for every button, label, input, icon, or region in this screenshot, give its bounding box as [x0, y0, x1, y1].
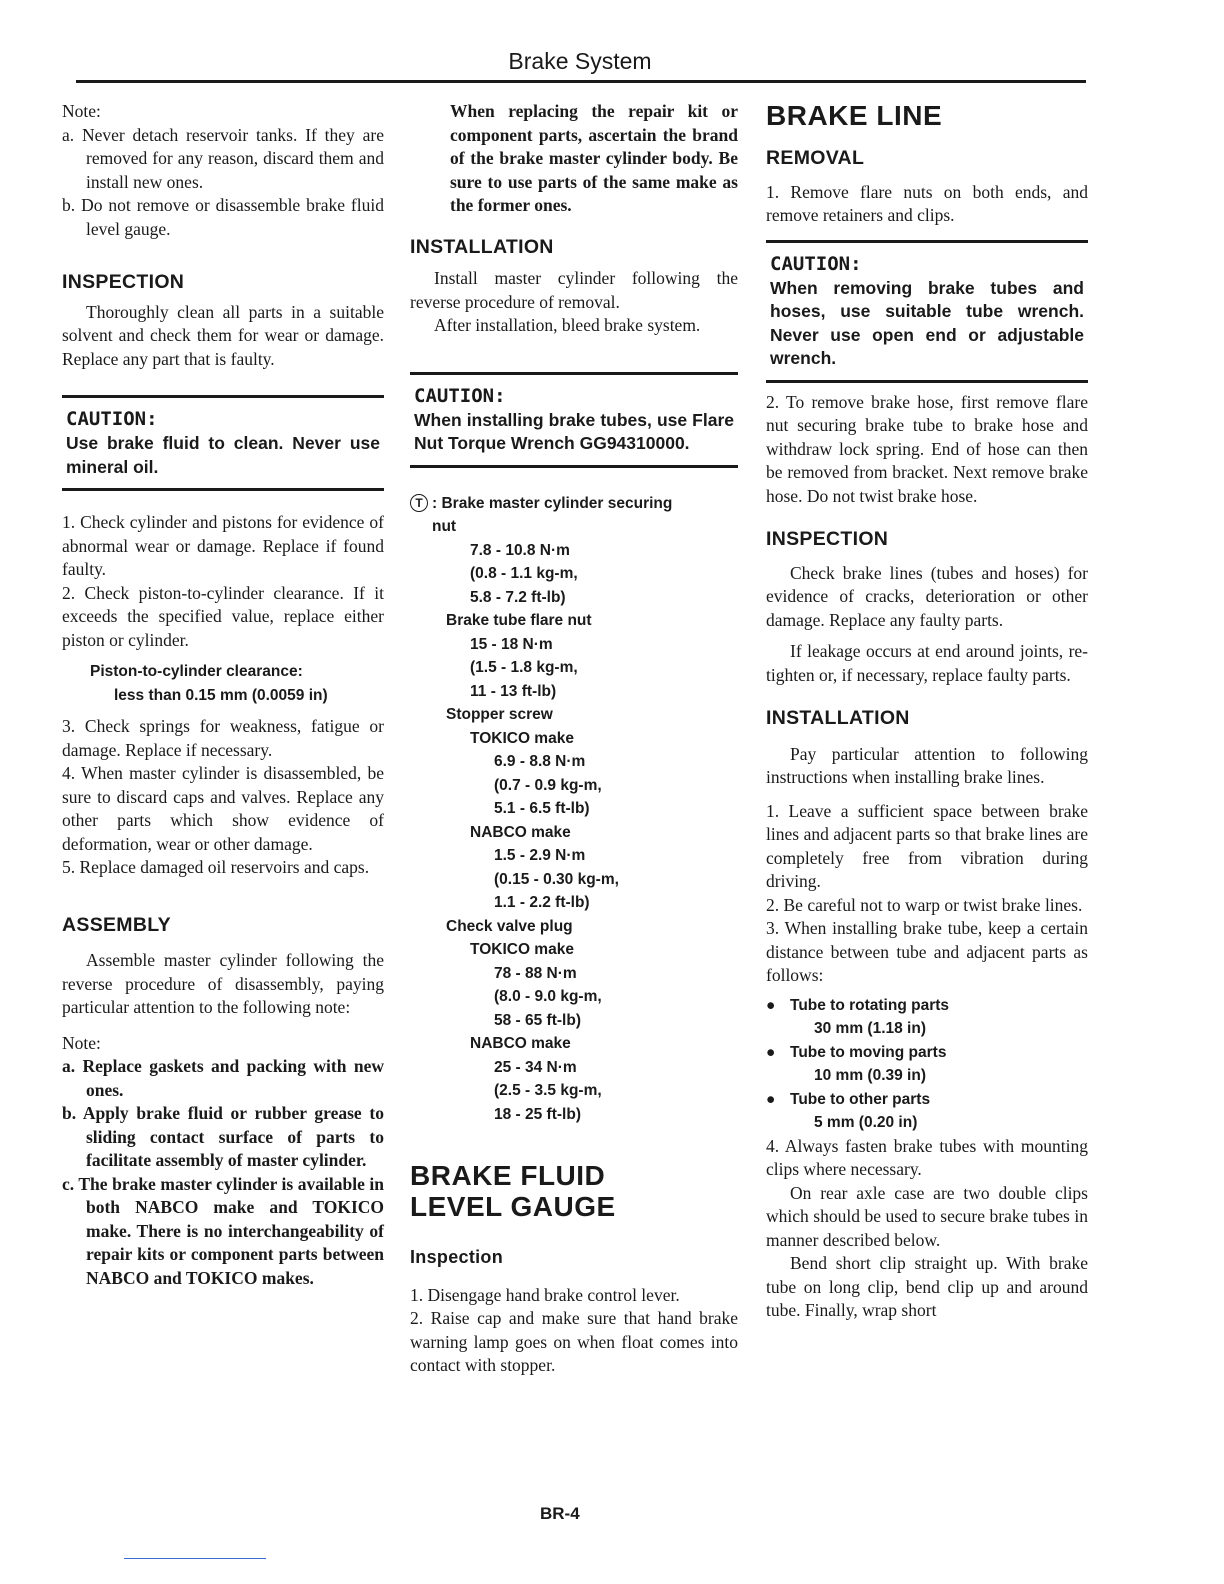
caution-text: When removing brake tubes and hoses, use suitable tube wrench. Never use open end or adjustable wrench.	[770, 277, 1084, 368]
caution-text: Use brake fluid to clean. Never use mineral oil.	[66, 433, 380, 477]
caution-box	[62, 395, 384, 491]
gauge-heading: LEVEL GAUGE	[410, 1191, 616, 1222]
spec-value: (0.8 - 1.1 kg-m,	[470, 565, 578, 582]
removal-step: 2. To remove brake hose, first remove flare nut securing brake tube to brake hose and withdraw lock spring. End of hose can then be removed from bracket. Next remove brake hose. Do not twist brake hose.	[766, 391, 1088, 506]
bullet-icon: ●	[766, 1043, 776, 1061]
spec-label: Brake tube flare nut	[446, 612, 592, 629]
note-item: b. Do not remove or disassemble brake fluid level gauge.	[62, 195, 384, 239]
spec-value: (0.15 - 0.30 kg-m,	[494, 870, 619, 888]
caution-box	[766, 240, 1088, 383]
spec-value: (1.5 - 1.8 kg-m,	[470, 659, 578, 676]
bullet-value: 30 mm (1.18 in)	[814, 1020, 926, 1037]
inspection-heading: INSPECTION	[766, 528, 889, 550]
running-head: Brake System	[508, 48, 652, 74]
spec-value: 25 - 34 N·m	[494, 1058, 577, 1076]
inspection-heading: INSPECTION	[62, 271, 185, 293]
check-step: 5. Replace damaged oil reservoirs and caps.	[62, 857, 370, 877]
inspection-text: Thoroughly clean all parts in a suitable solvent and check them for wear or damage. Replace any part that is faulty.	[62, 301, 384, 369]
installation-step: 3. When installing brake tube, keep a certain distance between tube and adjacent parts as follows:	[766, 918, 1088, 985]
installation-text: Install master cylinder following the reverse procedure of removal.	[410, 268, 738, 312]
check-step: 4. When master cylinder is disassembled, be sure to discard caps and valves. Replace any other parts which show evidence of deformation, wear or other damage.	[62, 763, 384, 854]
note-item: a. Never detach reservoir tanks. If they are removed for any reason, discard them and install new ones.	[62, 124, 384, 192]
removal-heading: REMOVAL	[766, 147, 865, 169]
removal-step: 1. Remove flare nuts on both ends, and remove retainers and clips.	[766, 181, 1088, 225]
torque-spec-title	[410, 492, 738, 516]
clip-text: On rear axle case are two double clips which should be used to secure brake tubes in manner described below.	[766, 1182, 1088, 1250]
spec-value: 58 - 65 ft-lb)	[494, 1011, 581, 1029]
torque-title-cont: nut	[432, 518, 457, 535]
caution-text: When installing brake tubes, use Flare Nut Torque Wrench GG94310000.	[414, 409, 734, 453]
spec-value: 6.9 - 8.8 N·m	[494, 753, 586, 770]
bullet-label: Tube to moving parts	[790, 1043, 947, 1061]
assembly-text: Assemble master cylinder following the reverse procedure of disassembly, paying particular attention to the following note:	[62, 950, 384, 1017]
clearance-label: Piston-to-cylinder clearance:	[90, 663, 303, 680]
clip-text: Bend short clip straight up. With brake tube on long clip, bend clip up and around tube. Finally, wrap short	[766, 1253, 1088, 1320]
caution-box	[410, 372, 738, 468]
bullet-value: 5 mm (0.20 in)	[814, 1114, 918, 1131]
caution-title: CAUTION:	[66, 408, 158, 430]
caution-title: CAUTION:	[770, 252, 862, 275]
bullet-label: Tube to rotating parts	[790, 996, 950, 1014]
clearance-value: less than 0.15 mm (0.0059 in)	[114, 686, 328, 704]
gauge-step: 2. Raise cap and make sure that hand brake warning lamp goes on when float comes into contact with stopper.	[410, 1308, 738, 1375]
bullet-value: 10 mm (0.39 in)	[814, 1067, 926, 1084]
clearance-bullet	[766, 1041, 1088, 1065]
installation-step: 2. Be careful not to warp or twist brake lines.	[766, 894, 1083, 915]
spec-value: (2.5 - 3.5 kg-m,	[494, 1082, 602, 1099]
gauge-subheading: Inspection	[410, 1247, 504, 1267]
column-right	[766, 100, 1088, 1323]
note-item: a. Replace gaskets and packing with new ones.	[62, 1056, 384, 1100]
spec-label: Check valve plug	[446, 917, 573, 935]
gauge-heading: BRAKE FLUID	[410, 1160, 606, 1191]
caution-title: CAUTION:	[414, 384, 506, 407]
spec-value: 5.8 - 7.2 ft-lb)	[470, 588, 566, 606]
inspection-text: Check brake lines (tubes and hoses) for evidence of cracks, deterioration or other damage. Replace any faulty parts.	[766, 562, 1088, 630]
check-step: 2. Check piston-to-cylinder clearance. If it exceeds the specified value, replace either piston or cylinder.	[62, 582, 384, 650]
spec-label: Stopper screw	[446, 706, 553, 723]
footer-rule	[124, 1558, 266, 1559]
installation-text: Pay particular attention to following instructions when installing brake lines.	[766, 743, 1088, 787]
installation-step: 4. Always fasten brake tubes with mounting clips where necessary.	[766, 1135, 1088, 1179]
installation-step: 1. Leave a sufficient space between brake lines and adjacent parts so that brake lines are completely free from vibration during driving.	[766, 800, 1088, 891]
spec-value: 7.8 - 10.8 N·m	[470, 541, 570, 559]
header-rule	[76, 80, 1086, 83]
brake-line-heading: BRAKE LINE	[766, 100, 943, 131]
clearance-bullet	[766, 994, 1088, 1018]
check-step: 3. Check springs for weakness, fatigue or damage. Replace if necessary.	[62, 716, 384, 760]
check-step: 1. Check cylinder and pistons for evidence of abnormal wear or damage. Replace if found faulty.	[62, 512, 384, 579]
note-label: Note:	[62, 1032, 101, 1053]
spec-value: (8.0 - 9.0 kg-m,	[494, 988, 602, 1005]
installation-heading: INSTALLATION	[766, 707, 910, 729]
spec-value: (0.7 - 0.9 kg-m,	[494, 776, 602, 794]
torque-title: : Brake master cylinder securing	[432, 494, 673, 512]
inspection-text: If leakage occurs at end around joints, re-tighten or, if necessary, replace faulty parts.	[766, 641, 1088, 685]
spec-sublabel: TOKICO make	[470, 941, 574, 958]
spec-value: 18 - 25 ft-lb)	[494, 1105, 581, 1123]
page-number: BR-4	[540, 1504, 580, 1523]
bullet-icon: ●	[766, 1090, 776, 1108]
spec-sublabel: NABCO make	[470, 1035, 571, 1052]
torque-icon: T	[410, 494, 428, 512]
clearance-bullet	[766, 1088, 1088, 1112]
column-left	[62, 100, 384, 1290]
note-label: Note:	[62, 101, 101, 121]
spec-sublabel: TOKICO make	[470, 729, 574, 747]
spec-value: 78 - 88 N·m	[494, 964, 577, 982]
spec-value: 15 - 18 N·m	[470, 635, 553, 653]
bullet-icon: ●	[766, 996, 776, 1014]
note-item: c. The brake master cylinder is available in both NABCO make and TOKICO make. There is no interchangeability of repair kits or component parts between NABCO and TOKICO makes.	[62, 1173, 384, 1288]
spec-value: 11 - 13 ft-lb)	[470, 682, 557, 700]
installation-heading: INSTALLATION	[410, 235, 554, 258]
installation-text: After installation, bleed brake system.	[434, 315, 701, 335]
note-item: b. Apply brake fluid or rubber grease to sliding contact surface of parts to facilitate assembly of master cylinder.	[62, 1103, 384, 1170]
gauge-step: 1. Disengage hand brake control lever.	[410, 1284, 680, 1305]
spec-value: 1.1 - 2.2 ft-lb)	[494, 894, 590, 911]
column-middle	[410, 100, 738, 1378]
spec-value: 5.1 - 6.5 ft-lb)	[494, 800, 590, 817]
intro-text: When replacing the repair kit or component parts, ascertain the brand of the brake master cylinder body. Be sure to use parts of the same make as the former ones.	[450, 101, 738, 215]
assembly-heading: ASSEMBLY	[62, 913, 171, 936]
spec-sublabel: NABCO make	[470, 823, 571, 841]
spec-value: 1.5 - 2.9 N·m	[494, 847, 586, 864]
bullet-label: Tube to other parts	[790, 1090, 931, 1108]
